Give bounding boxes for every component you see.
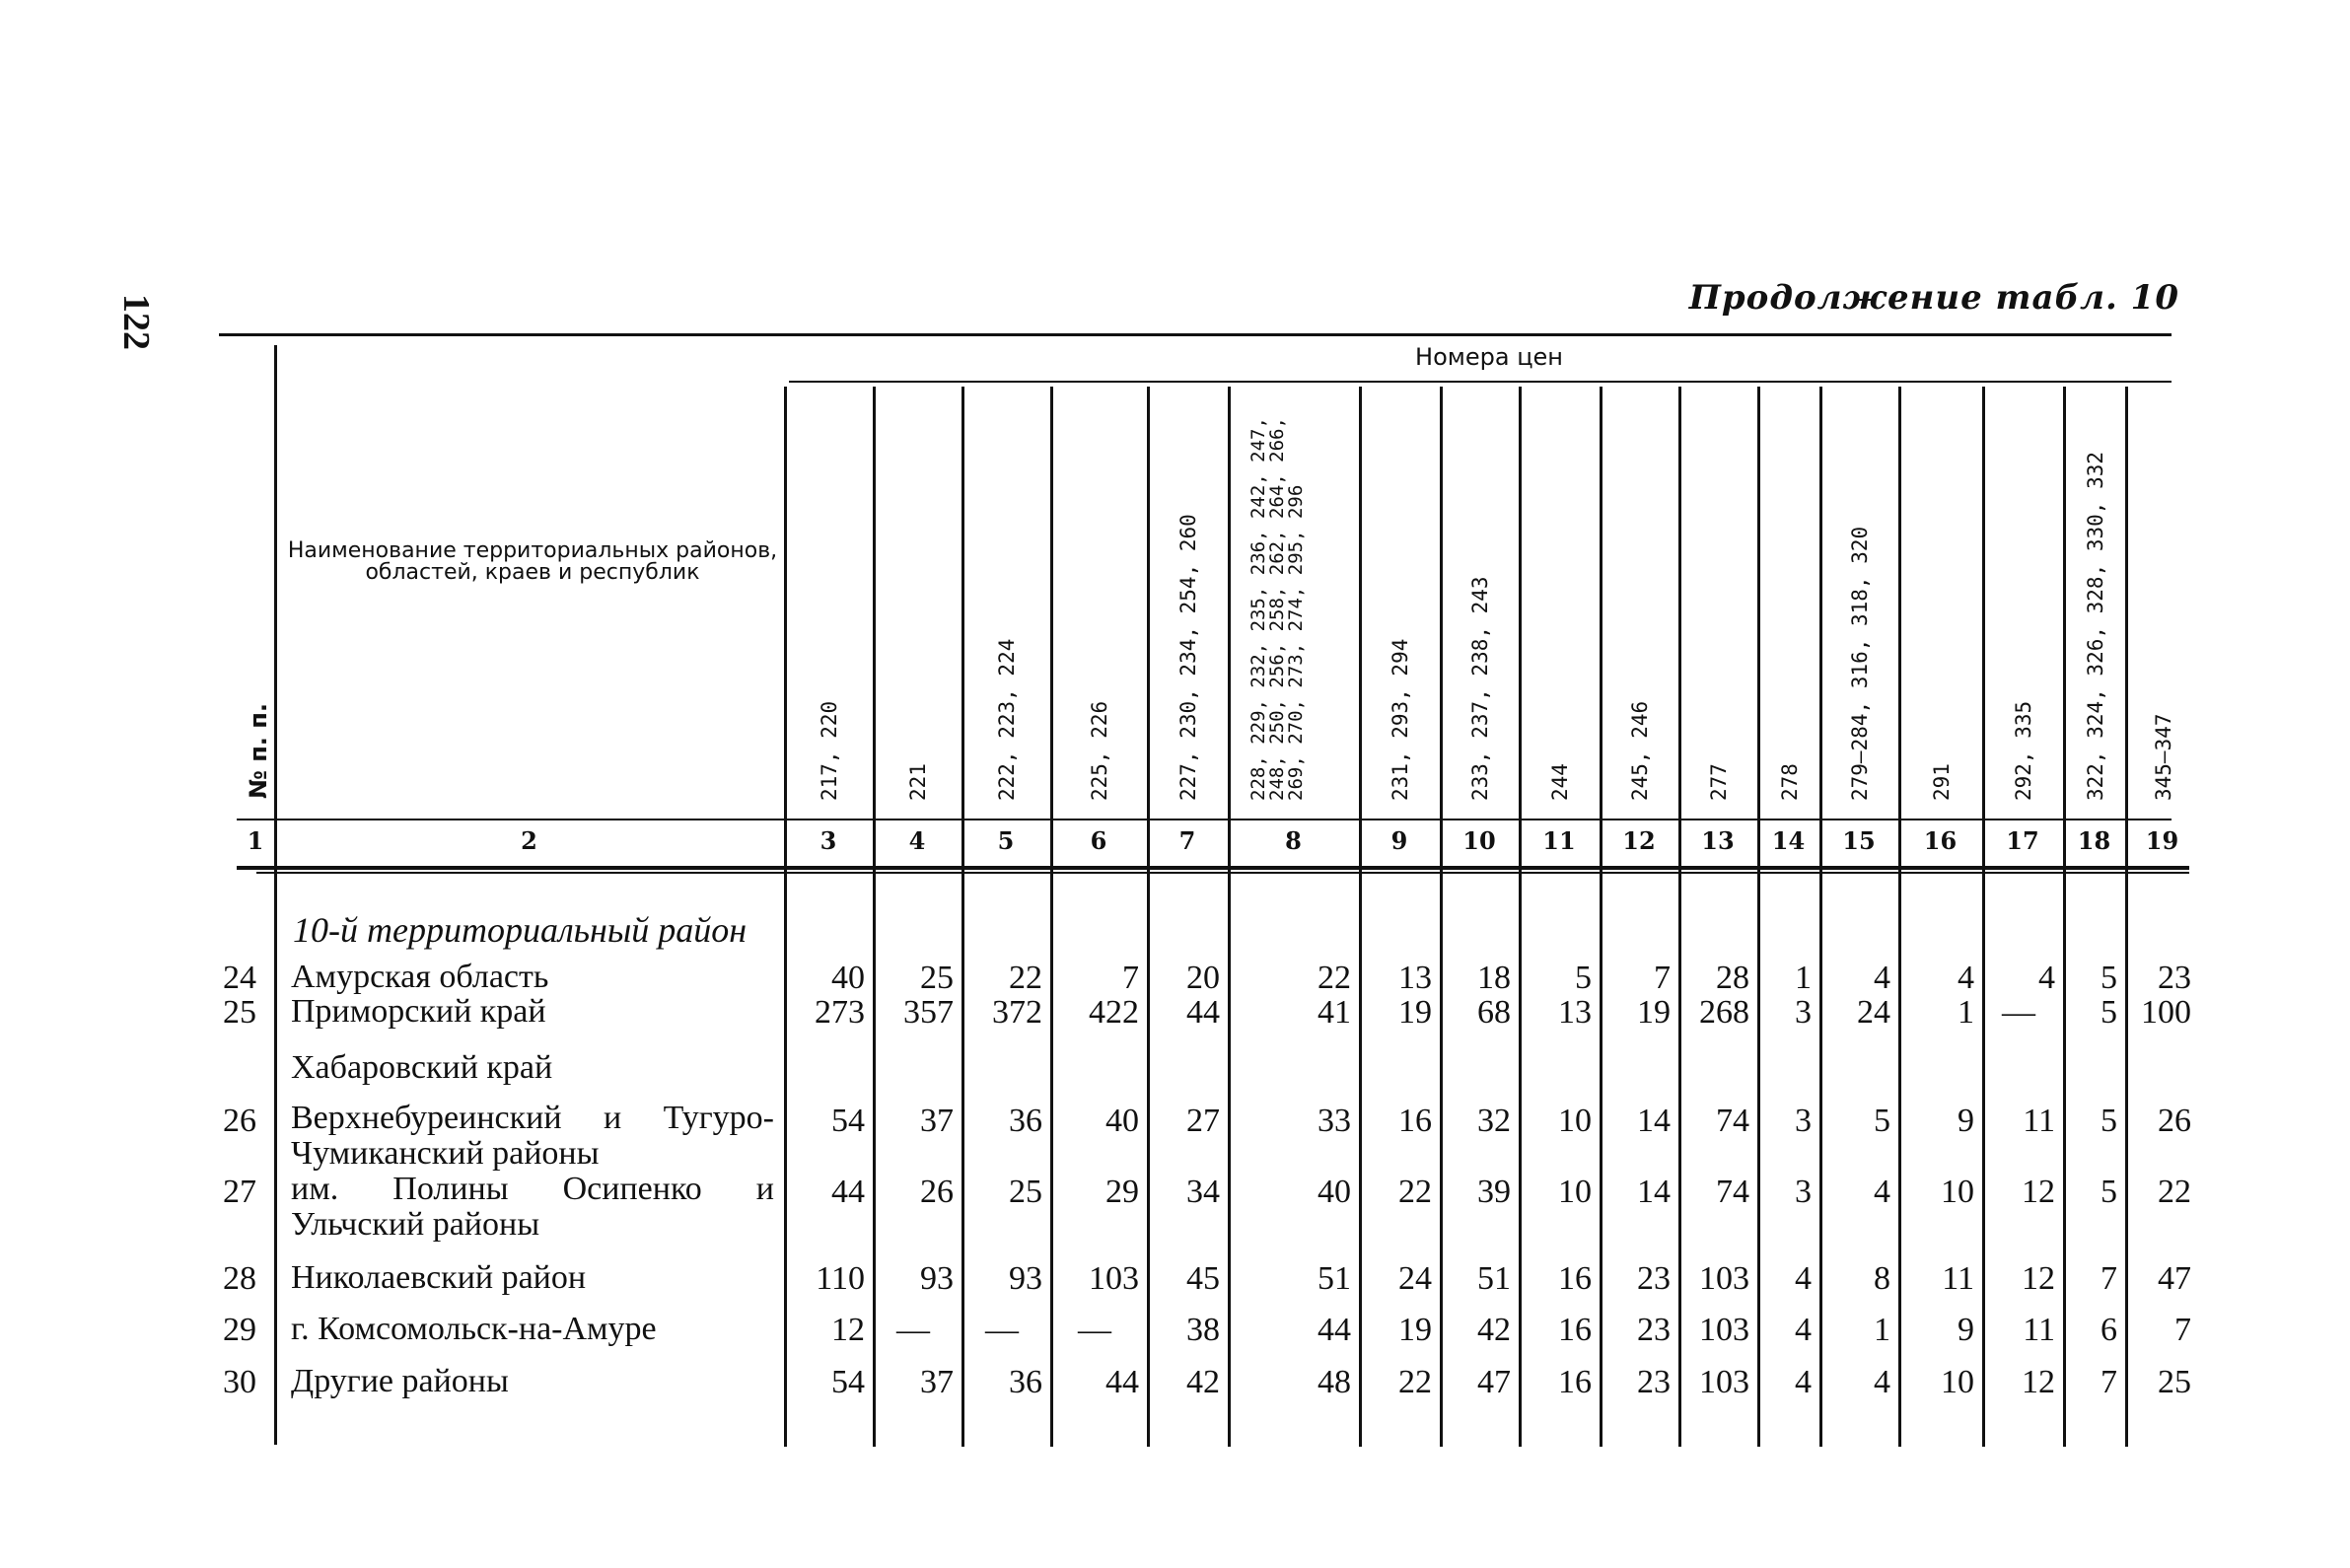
table-cell: 5 — [2101, 1103, 2117, 1139]
table-cell: 8 — [1874, 1260, 1890, 1297]
column-number: 13 — [1701, 826, 1735, 855]
table-cell: 4 — [1795, 1260, 1812, 1297]
price-column-header: 227, 230, 234, 254, 260 — [1176, 514, 1200, 801]
price-column-header: 222, 223, 224 — [995, 638, 1019, 801]
table-cell: 16 — [1398, 1103, 1432, 1139]
table-cell: 37 — [920, 1103, 954, 1139]
table-cell: 5 — [1874, 1103, 1890, 1139]
column-rule — [274, 345, 277, 1445]
table-cell: 13 — [1398, 960, 1432, 996]
prices-group-header: Номера цен — [1415, 343, 1563, 371]
table-cell: — — [985, 1312, 1019, 1348]
table-cell: 9 — [1958, 1103, 1974, 1139]
table-cell: 74 — [1716, 1174, 1749, 1210]
table-cell: 11 — [2023, 1103, 2055, 1139]
table-cell: 42 — [1477, 1312, 1511, 1348]
colnum-rule — [237, 866, 2189, 870]
page-number: 122 — [115, 294, 157, 350]
table-cell: 6 — [2101, 1312, 2117, 1348]
region-name: Верхнебуреинский и Тугуро-Чумиканский районы — [291, 1100, 774, 1172]
table-cell: 103 — [1089, 1260, 1139, 1297]
table-cell: 22 — [2158, 1174, 2191, 1210]
table-cell: 47 — [2158, 1260, 2191, 1297]
table-cell: 9 — [1958, 1312, 1974, 1348]
table-cell: 13 — [1558, 994, 1592, 1031]
price-column-header: 322, 324, 326, 328, 330, 332 — [2083, 451, 2107, 801]
price-column-header: 244 — [1548, 763, 1572, 801]
price-column-header: 221 — [906, 763, 930, 801]
table-cell: 25 — [2158, 1364, 2191, 1400]
table-cell: 12 — [2022, 1364, 2055, 1400]
table-cell: 36 — [1009, 1103, 1042, 1139]
column-number: 12 — [1622, 826, 1656, 855]
table-cell: 4 — [1874, 1174, 1890, 1210]
row-number: 24 — [223, 960, 256, 996]
table-cell: 48 — [1317, 1364, 1351, 1400]
table-cell: 93 — [920, 1260, 954, 1297]
table-cell: 68 — [1477, 994, 1511, 1031]
table-cell: 25 — [920, 960, 954, 996]
table-cell: 4 — [1795, 1312, 1812, 1348]
table-cell: 25 — [1009, 1174, 1042, 1210]
table-cell: 29 — [1105, 1174, 1139, 1210]
table-cell: 19 — [1398, 994, 1432, 1031]
continuation-title: Продолжение табл. 10 — [1688, 278, 2179, 318]
column-number: 9 — [1390, 826, 1408, 855]
table-cell: 22 — [1398, 1174, 1432, 1210]
table-cell: 93 — [1009, 1260, 1042, 1297]
price-column-header: 217, 220 — [818, 700, 841, 801]
table-cell: 1 — [1958, 994, 1974, 1031]
table-cell: 40 — [831, 960, 865, 996]
header-rule — [237, 819, 2172, 820]
table-cell: 5 — [2101, 1174, 2117, 1210]
table-cell: 23 — [2158, 960, 2191, 996]
price-column-header: 225, 226 — [1088, 700, 1111, 801]
table-cell: 44 — [831, 1174, 865, 1210]
table-cell: 5 — [2101, 960, 2117, 996]
table-cell: 32 — [1477, 1103, 1511, 1139]
table-cell: 268 — [1699, 994, 1749, 1031]
table-cell: 36 — [1009, 1364, 1042, 1400]
column-number: 2 — [521, 826, 537, 855]
column-number: 4 — [908, 826, 926, 855]
column-number: 3 — [819, 826, 837, 855]
table-cell: 16 — [1558, 1364, 1592, 1400]
table-cell: 44 — [1317, 1312, 1351, 1348]
table-cell: 44 — [1186, 994, 1220, 1031]
table-cell: 54 — [831, 1103, 865, 1139]
npp-header: № п. п. — [245, 703, 272, 799]
table-cell: 27 — [1186, 1103, 1220, 1139]
table-cell: 7 — [1122, 960, 1139, 996]
row-number: 29 — [223, 1312, 256, 1348]
table-cell: 28 — [1716, 960, 1749, 996]
table-cell: 22 — [1009, 960, 1042, 996]
column-number: 17 — [2006, 826, 2039, 855]
table-cell: 7 — [1654, 960, 1671, 996]
table-cell: 42 — [1186, 1364, 1220, 1400]
table-cell: 12 — [2022, 1174, 2055, 1210]
table-cell: 23 — [1637, 1364, 1671, 1400]
table-cell: 34 — [1186, 1174, 1220, 1210]
table-cell: 1 — [1795, 960, 1812, 996]
price-column-header: 292, 335 — [2012, 700, 2035, 801]
region-name: Амурская область — [291, 959, 549, 995]
table-cell: 10 — [1941, 1174, 1974, 1210]
table-cell: 40 — [1105, 1103, 1139, 1139]
table-cell: 372 — [992, 994, 1042, 1031]
table-cell: 74 — [1716, 1103, 1749, 1139]
price-column-header: 291 — [1929, 763, 1954, 801]
column-number: 8 — [1285, 826, 1302, 855]
table-cell: — — [1078, 1312, 1111, 1348]
table-cell: 7 — [2174, 1312, 2191, 1348]
price-column-header: 245, 246 — [1628, 700, 1652, 801]
price-column-header: 279—284, 316, 318, 320 — [1848, 526, 1872, 801]
table-cell: 14 — [1637, 1174, 1671, 1210]
column-number: 7 — [1178, 826, 1196, 855]
table-cell: 23 — [1637, 1260, 1671, 1297]
prices-rule — [789, 381, 2172, 383]
table-cell: — — [2002, 994, 2035, 1031]
region-name: Приморский край — [291, 993, 546, 1030]
table-cell: 14 — [1637, 1103, 1671, 1139]
table-cell: 4 — [1958, 960, 1974, 996]
table-cell: 51 — [1477, 1260, 1511, 1297]
region-name: Другие районы — [291, 1363, 509, 1399]
row-number: 28 — [223, 1260, 256, 1297]
table-cell: 47 — [1477, 1364, 1511, 1400]
table-cell: 4 — [2038, 960, 2055, 996]
table-cell: 19 — [1637, 994, 1671, 1031]
table-cell: 51 — [1317, 1260, 1351, 1297]
row-number: 30 — [223, 1364, 256, 1400]
table-cell: 11 — [2023, 1312, 2055, 1348]
table-cell: 3 — [1795, 1103, 1812, 1139]
price-column-header: 228, 229, 232, 235, 236, 242, 247, 248, 250, 256, 258, 262, 264, 266, 269, 270, 273, 274, 295, 296 — [1246, 417, 1307, 801]
top-rule — [219, 333, 2172, 336]
table-cell: 7 — [2101, 1260, 2117, 1297]
table-cell: 3 — [1795, 994, 1812, 1031]
table-cell: 273 — [815, 994, 865, 1031]
table-cell: 23 — [1637, 1312, 1671, 1348]
table-cell: 44 — [1105, 1364, 1139, 1400]
table-cell: 38 — [1186, 1312, 1220, 1348]
table-cell: 4 — [1795, 1364, 1812, 1400]
table-cell: 18 — [1477, 960, 1511, 996]
table-cell: 41 — [1317, 994, 1351, 1031]
table-cell: 10 — [1558, 1103, 1592, 1139]
table-cell: 5 — [2101, 994, 2117, 1031]
price-column-header: 277 — [1707, 763, 1731, 801]
table-cell: 24 — [1857, 994, 1890, 1031]
table-cell: 26 — [2158, 1103, 2191, 1139]
section-title: 10-й территориальный район — [293, 910, 748, 950]
table-cell: 357 — [903, 994, 954, 1031]
column-number: 15 — [1842, 826, 1876, 855]
table-cell: 33 — [1317, 1103, 1351, 1139]
table-cell: 40 — [1317, 1174, 1351, 1210]
table-cell: 16 — [1558, 1312, 1592, 1348]
table-cell: 10 — [1941, 1364, 1974, 1400]
table-cell: 103 — [1699, 1260, 1749, 1297]
price-column-header: 345—347 — [2151, 713, 2175, 801]
table-cell: 37 — [920, 1364, 954, 1400]
table-cell: 24 — [1398, 1260, 1432, 1297]
column-number: 11 — [1542, 826, 1576, 855]
table-cell: 4 — [1874, 960, 1890, 996]
name-header: Наименование территориальных районов, областей, краев и республик — [287, 538, 778, 585]
table-cell: 22 — [1398, 1364, 1432, 1400]
table-cell: 103 — [1699, 1312, 1749, 1348]
table-cell: 3 — [1795, 1174, 1812, 1210]
region-name: Николаевский район — [291, 1259, 587, 1296]
column-number: 14 — [1771, 826, 1806, 855]
region-name: им. Полины Осипенко и Ульчский районы — [291, 1171, 774, 1243]
column-number: 19 — [2145, 826, 2179, 855]
table-cell: 19 — [1398, 1312, 1432, 1348]
table-cell: 45 — [1186, 1260, 1220, 1297]
table-cell: 100 — [2141, 994, 2191, 1031]
row-number: 27 — [223, 1174, 256, 1210]
table-cell: 10 — [1558, 1174, 1592, 1210]
column-number: 16 — [1923, 826, 1958, 855]
table-cell: 1 — [1874, 1312, 1890, 1348]
row-number: 25 — [223, 994, 256, 1031]
row-number: 26 — [223, 1103, 256, 1139]
column-number: 6 — [1090, 826, 1107, 855]
price-column-header: 278 — [1777, 763, 1802, 801]
column-number: 5 — [997, 826, 1015, 855]
table-cell: 422 — [1089, 994, 1139, 1031]
table-cell: 12 — [2022, 1260, 2055, 1297]
region-name: Хабаровский край — [291, 1049, 553, 1086]
table-cell: 22 — [1317, 960, 1351, 996]
column-number: 18 — [2077, 826, 2111, 855]
table-cell: 7 — [2101, 1364, 2117, 1400]
table-cell: 4 — [1874, 1364, 1890, 1400]
price-column-header: 233, 237, 238, 243 — [1468, 576, 1492, 801]
table-cell: 12 — [831, 1312, 865, 1348]
table-cell: 110 — [816, 1260, 865, 1297]
table-cell: 16 — [1558, 1260, 1592, 1297]
column-number: 10 — [1462, 826, 1496, 855]
region-name: г. Комсомольск-на-Амуре — [291, 1311, 657, 1347]
table-cell: 11 — [1942, 1260, 1974, 1297]
table-cell: — — [896, 1312, 930, 1348]
table-cell: 54 — [831, 1364, 865, 1400]
table-cell: 39 — [1477, 1174, 1511, 1210]
table-cell: 26 — [920, 1174, 954, 1210]
price-column-header: 231, 293, 294 — [1389, 638, 1412, 801]
column-number: 1 — [247, 826, 264, 855]
table-cell: 5 — [1575, 960, 1592, 996]
table-cell: 20 — [1186, 960, 1220, 996]
table-cell: 103 — [1699, 1364, 1749, 1400]
